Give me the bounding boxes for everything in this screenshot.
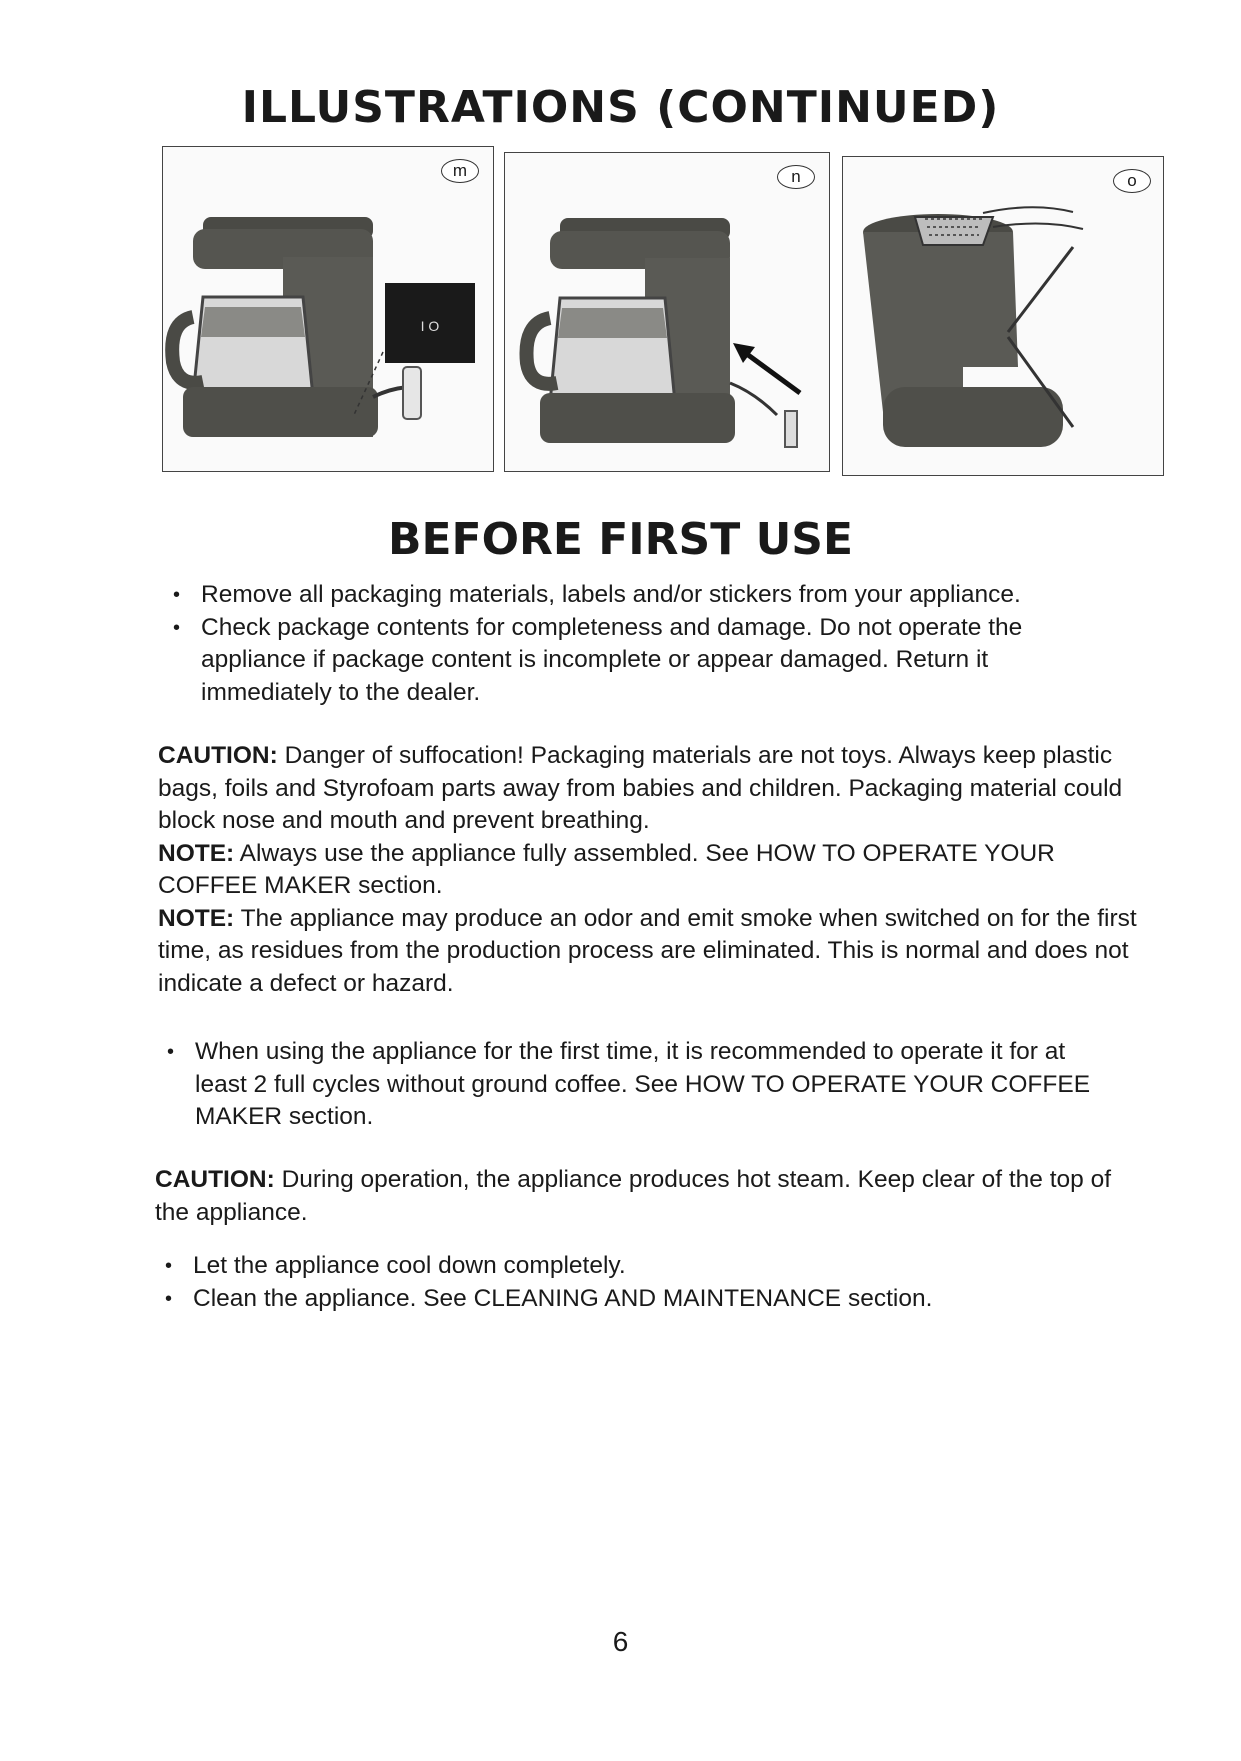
note-text: Always use the appliance fully assembled. See HOW TO OPERATE YOUR COFFEE MAKER section. <box>158 839 1055 899</box>
list-item: • When using the appliance for the first time, it is recommended to operate it for at least 2 full cycles without ground coffee. See HOW TO OPERATE YOUR COFFEE MAKER section. <box>157 1036 1122 1134</box>
illustration-n <box>504 152 830 472</box>
notes-block <box>158 740 1148 1000</box>
list-item: • Check package contents for completeness and damage. Do not operate the appliance if package content is incomplete or appear damaged. Return it immediately to the dealer. <box>163 612 1123 710</box>
list-item: • Let the appliance cool down completely. <box>155 1250 1115 1283</box>
note-paragraph <box>158 838 1148 903</box>
bullet-list-3 <box>155 1250 1115 1315</box>
illustration-m <box>162 146 494 472</box>
caution-label: CAUTION: <box>158 742 278 769</box>
coffee-maker-filter-drawing <box>843 157 1163 475</box>
bullet-list-1 <box>163 579 1123 709</box>
caution-paragraph <box>158 740 1148 838</box>
list-item: • Remove all packaging materials, labels and/or stickers from your appliance. <box>163 579 1123 612</box>
illustration-o <box>842 156 1164 476</box>
list-item: • Clean the appliance. See CLEANING AND MAINTENANCE section. <box>155 1283 1115 1316</box>
note-text: The appliance may produce an odor and emit smoke when switched on for the first time, as residues from the production process are eliminated. This is normal and does not indicate a defect or hazard. <box>158 904 1137 997</box>
section-title: BEFORE FIRST USE <box>387 514 854 565</box>
figure-badge-n: n <box>777 165 815 189</box>
coffee-maker-unplug-drawing <box>163 147 493 471</box>
figure-badge-o: o <box>1113 169 1151 193</box>
illustrations-row <box>162 146 1162 476</box>
switch-label: I O <box>420 318 440 334</box>
bullet-list-2 <box>157 1036 1122 1134</box>
coffee-maker-plug-in-drawing <box>505 153 829 471</box>
figure-badge-m: m <box>441 159 479 183</box>
note-paragraph <box>158 903 1148 1001</box>
page-number: 6 <box>612 1626 629 1657</box>
caution-text: During operation, the appliance produces hot steam. Keep clear of the top of the appliance. <box>155 1166 1112 1226</box>
caution-block-2 <box>155 1164 1140 1229</box>
caution-text: Danger of suffocation! Packaging materials are not toys. Always keep plastic bags, foils and Styrofoam parts away from babies and children. Packaging material could block nose and mouth and prevent breathing. <box>158 742 1123 834</box>
caution-label: CAUTION: <box>155 1166 275 1193</box>
note-label: NOTE: <box>158 839 235 867</box>
page-title: ILLUSTRATIONS (CONTINUED) <box>241 82 1000 133</box>
caution-paragraph <box>155 1164 1140 1229</box>
note-label: NOTE: <box>158 904 235 932</box>
